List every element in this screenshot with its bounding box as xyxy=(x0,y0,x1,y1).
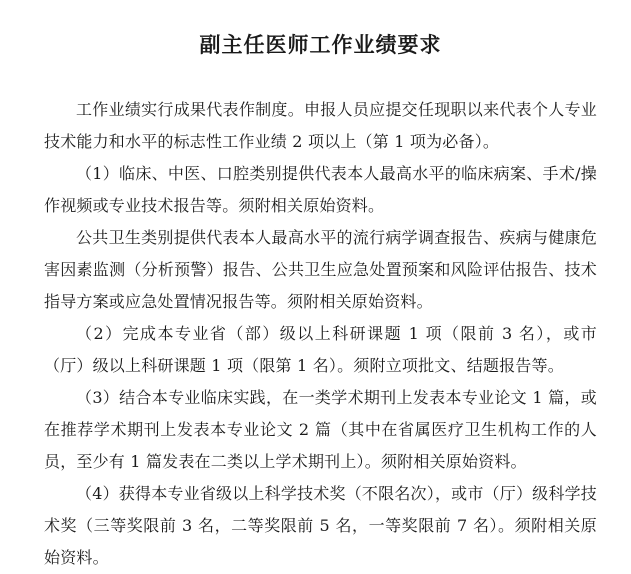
paragraph-item-3: （3）结合本专业临床实践，在一类学术期刊上发表本专业论文 1 篇，或在推荐学术期刊上发表本专业论文 2 篇（其中在省属医疗卫生机构工作的人员，至少有 1 篇发表在二类以上学术期刊上）。须附相关原始资料。 xyxy=(44,388,597,471)
paragraph-item-1-clinical: （1）临床、中医、口腔类别提供代表本人最高水平的临床病案、手术/操作视频或专业技术报告等。须附相关原始资料。 xyxy=(44,164,597,215)
paragraph-item-1-public-health: 公共卫生类别提供代表本人最高水平的流行病学调查报告、疾病与健康危害因素监测（分析预警）报告、公共卫生应急处置预案和风险评估报告、技术指导方案或应急处置情况报告等。须附相关原始资料。 xyxy=(44,228,597,311)
paragraph-item-2: （2）完成本专业省（部）级以上科研课题 1 项（限前 3 名），或市（厅）级以上科研课题 1 项（限第 1 名）。须附立项批文、结题报告等。 xyxy=(44,324,597,375)
paragraph-item-4: （4）获得本专业省级以上科学技术奖（不限名次），或市（厅）级科学技术奖（三等奖限前 3 名，二等奖限前 5 名，一等奖限前 7 名）。须附相关原始资料。 xyxy=(44,484,597,567)
document-body xyxy=(44,94,597,574)
paragraph-intro: 工作业绩实行成果代表作制度。申报人员应提交任现职以来代表个人专业技术能力和水平的标志性工作业绩 2 项以上（第 1 项为必备）。 xyxy=(44,100,597,151)
document-title: 副主任医师工作业绩要求 xyxy=(199,32,442,57)
